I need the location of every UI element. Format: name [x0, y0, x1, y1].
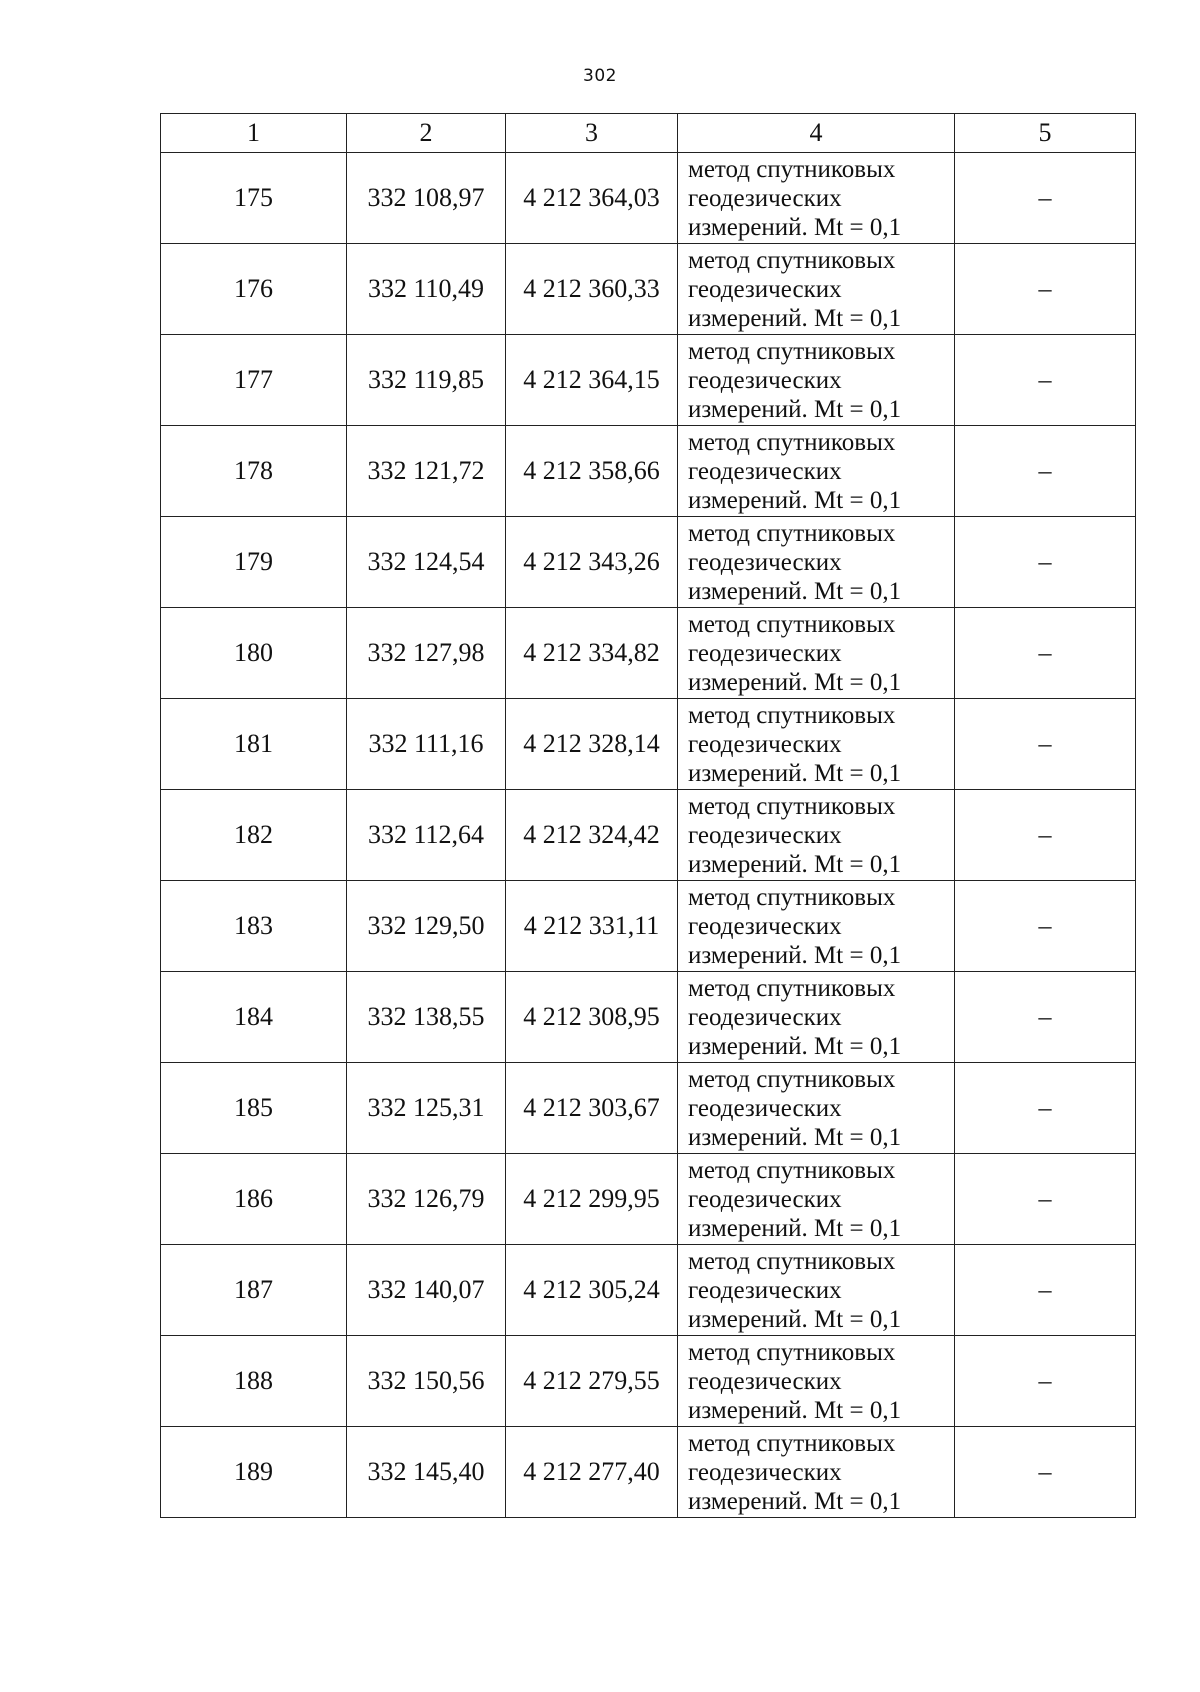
method-line: измерений. Mt = 0,1 — [688, 1123, 902, 1151]
table-row — [161, 1427, 1136, 1518]
x-coordinate-cell: 332 112,64 — [347, 790, 506, 881]
table-row — [161, 244, 1136, 335]
method-cell — [678, 153, 955, 244]
method-cell — [678, 790, 955, 881]
method-line: метод спутниковых — [688, 1247, 896, 1275]
method-line: метод спутниковых — [688, 1429, 896, 1457]
table-row — [161, 1154, 1136, 1245]
table-row — [161, 335, 1136, 426]
point-number-cell: 189 — [161, 1427, 347, 1518]
header-col-2: 2 — [347, 114, 506, 153]
method-cell — [678, 972, 955, 1063]
method-line: метод спутниковых — [688, 883, 896, 911]
table-row — [161, 972, 1136, 1063]
method-line: геодезических — [688, 548, 842, 576]
method-line: измерений. Mt = 0,1 — [688, 213, 902, 241]
method-line: измерений. Mt = 0,1 — [688, 577, 902, 605]
table-row — [161, 699, 1136, 790]
point-number-cell: 182 — [161, 790, 347, 881]
table-row — [161, 608, 1136, 699]
y-coordinate-cell: 4 212 343,26 — [506, 517, 678, 608]
note-cell: – — [955, 1427, 1136, 1518]
note-cell: – — [955, 1154, 1136, 1245]
method-line: измерений. Mt = 0,1 — [688, 759, 902, 787]
method-line: измерений. Mt = 0,1 — [688, 304, 902, 332]
method-cell — [678, 699, 955, 790]
x-coordinate-cell: 332 127,98 — [347, 608, 506, 699]
table-row — [161, 426, 1136, 517]
method-line: метод спутниковых — [688, 1156, 896, 1184]
point-number-cell: 187 — [161, 1245, 347, 1336]
method-cell — [678, 517, 955, 608]
method-line: измерений. Mt = 0,1 — [688, 941, 902, 969]
note-cell: – — [955, 1063, 1136, 1154]
note-cell: – — [955, 517, 1136, 608]
y-coordinate-cell: 4 212 277,40 — [506, 1427, 678, 1518]
table-row — [161, 1336, 1136, 1427]
x-coordinate-cell: 332 138,55 — [347, 972, 506, 1063]
method-line: геодезических — [688, 1003, 842, 1031]
method-line: геодезических — [688, 912, 842, 940]
x-coordinate-cell: 332 150,56 — [347, 1336, 506, 1427]
note-cell: – — [955, 1336, 1136, 1427]
point-number-cell: 186 — [161, 1154, 347, 1245]
method-cell — [678, 608, 955, 699]
x-coordinate-cell: 332 119,85 — [347, 335, 506, 426]
table-row — [161, 881, 1136, 972]
method-cell — [678, 1063, 955, 1154]
method-line: геодезических — [688, 1367, 842, 1395]
method-cell — [678, 881, 955, 972]
note-cell: – — [955, 244, 1136, 335]
y-coordinate-cell: 4 212 299,95 — [506, 1154, 678, 1245]
point-number-cell: 178 — [161, 426, 347, 517]
point-number-cell: 184 — [161, 972, 347, 1063]
method-line: геодезических — [688, 1458, 842, 1486]
x-coordinate-cell: 332 126,79 — [347, 1154, 506, 1245]
table-row — [161, 1245, 1136, 1336]
y-coordinate-cell: 4 212 279,55 — [506, 1336, 678, 1427]
method-cell — [678, 335, 955, 426]
table-header — [161, 114, 1136, 153]
method-cell — [678, 1427, 955, 1518]
note-cell: – — [955, 699, 1136, 790]
note-cell: – — [955, 153, 1136, 244]
method-line: метод спутниковых — [688, 974, 896, 1002]
point-number-cell: 175 — [161, 153, 347, 244]
method-line: геодезических — [688, 457, 842, 485]
table-row — [161, 790, 1136, 881]
method-cell — [678, 426, 955, 517]
method-line: метод спутниковых — [688, 428, 896, 456]
method-line: геодезических — [688, 1094, 842, 1122]
method-line: измерений. Mt = 0,1 — [688, 1396, 902, 1424]
x-coordinate-cell: 332 108,97 — [347, 153, 506, 244]
method-line: геодезических — [688, 1185, 842, 1213]
x-coordinate-cell: 332 121,72 — [347, 426, 506, 517]
method-line: геодезических — [688, 184, 842, 212]
x-coordinate-cell: 332 140,07 — [347, 1245, 506, 1336]
note-cell: – — [955, 881, 1136, 972]
method-line: геодезических — [688, 730, 842, 758]
y-coordinate-cell: 4 212 308,95 — [506, 972, 678, 1063]
coordinates-table-container — [160, 113, 1135, 1518]
page-number: 302 — [583, 66, 617, 86]
method-cell — [678, 1336, 955, 1427]
x-coordinate-cell: 332 110,49 — [347, 244, 506, 335]
point-number-cell: 176 — [161, 244, 347, 335]
y-coordinate-cell: 4 212 334,82 — [506, 608, 678, 699]
method-cell — [678, 244, 955, 335]
header-row — [161, 114, 1136, 153]
y-coordinate-cell: 4 212 331,11 — [506, 881, 678, 972]
table-row — [161, 1063, 1136, 1154]
method-line: метод спутниковых — [688, 701, 896, 729]
method-line: метод спутниковых — [688, 337, 896, 365]
method-line: измерений. Mt = 0,1 — [688, 1305, 902, 1333]
x-coordinate-cell: 332 145,40 — [347, 1427, 506, 1518]
point-number-cell: 181 — [161, 699, 347, 790]
x-coordinate-cell: 332 129,50 — [347, 881, 506, 972]
method-line: измерений. Mt = 0,1 — [688, 486, 902, 514]
point-number-cell: 185 — [161, 1063, 347, 1154]
method-cell — [678, 1154, 955, 1245]
table-row — [161, 153, 1136, 244]
note-cell: – — [955, 426, 1136, 517]
method-cell — [678, 1245, 955, 1336]
x-coordinate-cell: 332 124,54 — [347, 517, 506, 608]
header-col-3: 3 — [506, 114, 678, 153]
coordinates-table — [160, 113, 1136, 1518]
method-line: метод спутниковых — [688, 792, 896, 820]
y-coordinate-cell: 4 212 324,42 — [506, 790, 678, 881]
note-cell: – — [955, 335, 1136, 426]
y-coordinate-cell: 4 212 364,03 — [506, 153, 678, 244]
table-body — [161, 153, 1136, 1518]
note-cell: – — [955, 972, 1136, 1063]
method-line: геодезических — [688, 275, 842, 303]
header-col-1: 1 — [161, 114, 347, 153]
note-cell: – — [955, 790, 1136, 881]
method-line: измерений. Mt = 0,1 — [688, 850, 902, 878]
method-line: измерений. Mt = 0,1 — [688, 1487, 902, 1515]
method-line: геодезических — [688, 639, 842, 667]
point-number-cell: 180 — [161, 608, 347, 699]
point-number-cell: 188 — [161, 1336, 347, 1427]
method-line: метод спутниковых — [688, 155, 896, 183]
method-line: метод спутниковых — [688, 1065, 896, 1093]
x-coordinate-cell: 332 111,16 — [347, 699, 506, 790]
method-line: измерений. Mt = 0,1 — [688, 395, 902, 423]
header-col-5: 5 — [955, 114, 1136, 153]
header-col-4: 4 — [678, 114, 955, 153]
method-line: метод спутниковых — [688, 1338, 896, 1366]
note-cell: – — [955, 1245, 1136, 1336]
method-line: геодезических — [688, 366, 842, 394]
point-number-cell: 183 — [161, 881, 347, 972]
method-line: геодезических — [688, 1276, 842, 1304]
method-line: измерений. Mt = 0,1 — [688, 668, 902, 696]
y-coordinate-cell: 4 212 328,14 — [506, 699, 678, 790]
note-cell: – — [955, 608, 1136, 699]
method-line: метод спутниковых — [688, 519, 896, 547]
x-coordinate-cell: 332 125,31 — [347, 1063, 506, 1154]
point-number-cell: 177 — [161, 335, 347, 426]
method-line: метод спутниковых — [688, 246, 896, 274]
method-line: измерений. Mt = 0,1 — [688, 1032, 902, 1060]
y-coordinate-cell: 4 212 305,24 — [506, 1245, 678, 1336]
method-line: геодезических — [688, 821, 842, 849]
y-coordinate-cell: 4 212 364,15 — [506, 335, 678, 426]
point-number-cell: 179 — [161, 517, 347, 608]
y-coordinate-cell: 4 212 358,66 — [506, 426, 678, 517]
table-row — [161, 517, 1136, 608]
y-coordinate-cell: 4 212 360,33 — [506, 244, 678, 335]
y-coordinate-cell: 4 212 303,67 — [506, 1063, 678, 1154]
method-line: метод спутниковых — [688, 610, 896, 638]
method-line: измерений. Mt = 0,1 — [688, 1214, 902, 1242]
